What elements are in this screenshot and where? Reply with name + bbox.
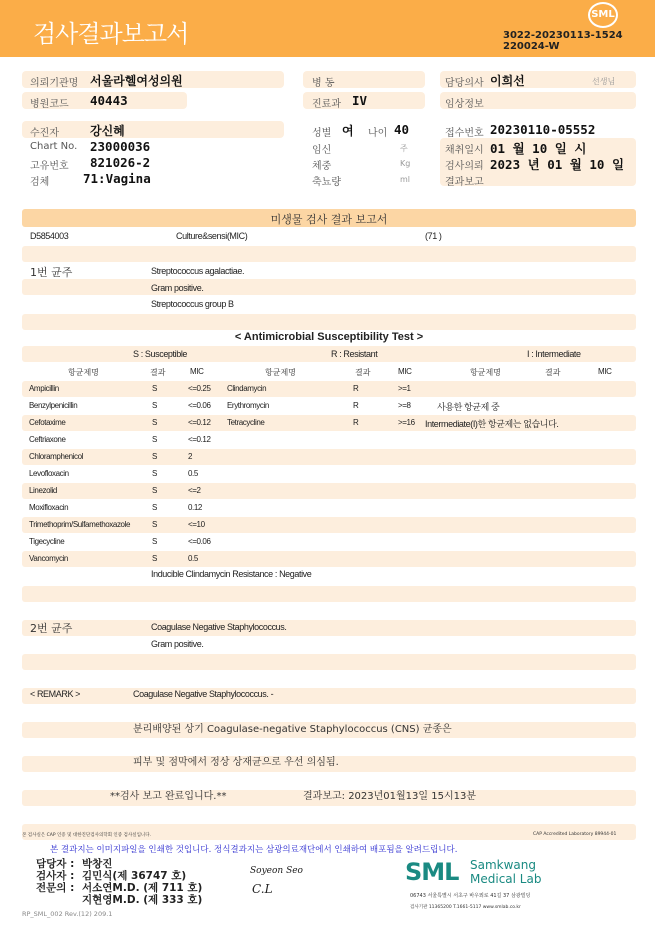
receipt-label: 접수번호 (445, 128, 484, 139)
mic: 2 (188, 452, 193, 461)
result: R (353, 418, 359, 427)
patient-label: 수진자 (30, 128, 59, 139)
stripe (22, 246, 636, 262)
report-title: 미생물 검사 결과 보고서 (270, 213, 388, 226)
stripe (22, 279, 636, 295)
mic: <=2 (188, 486, 201, 495)
mic: >=16 (398, 418, 415, 427)
strain2-line: Coagulase Negative Staphylococcus. (151, 622, 287, 632)
lab-name-1: Samkwang (470, 858, 536, 872)
doctor-value: 이희선 (490, 74, 525, 88)
staff-row (36, 858, 202, 870)
request-value: 2023 년 01 월 10 일 (490, 157, 625, 172)
stripe (22, 314, 636, 330)
stripe (22, 654, 636, 670)
receipt-value: 20230110-05552 (490, 122, 596, 137)
column-header: MIC (398, 367, 412, 376)
strain1-label: 1번 균주 (30, 266, 73, 279)
staff-list (36, 858, 202, 906)
staff-row (36, 870, 202, 882)
strain1-line: Gram positive. (151, 283, 204, 293)
strain1-line: Streptococcus agalactiae. (151, 266, 245, 276)
test-number: (71 ) (425, 231, 442, 241)
stripe (22, 449, 636, 465)
antibiotic-name: Tigecycline (29, 537, 65, 546)
antibiotic-name: Chloramphenicol (29, 452, 84, 461)
result: S (152, 452, 157, 461)
staff-role: 전문의 : (36, 882, 75, 894)
remark-line: Coagulase Negative Staphylococcus. - (133, 689, 274, 699)
legend-susceptible: S : Susceptible (133, 349, 188, 359)
staff-name: 서소연M.D. (제 711 호) (82, 882, 203, 894)
form-code: RP_SML_002 Rev.(12) 209.1 (22, 910, 113, 918)
result: S (152, 486, 157, 495)
institution-value: 서울라헬여성의원 (90, 74, 183, 88)
lab-address: 06743 서울특별시 서초구 바우뫼로 41길 37 삼광빌딩 (410, 893, 531, 899)
antibiotic-name: Clindamycin (227, 384, 267, 393)
mic: 0.12 (188, 503, 202, 512)
mic: >=1 (398, 384, 411, 393)
column-header: 결과 (150, 368, 166, 377)
antibiotic-name: Linezolid (29, 486, 57, 495)
info-pill (22, 121, 284, 138)
column-header: 결과 (545, 368, 561, 377)
doctor-label: 담당의사 (445, 78, 484, 89)
column-header: 항균제명 (265, 368, 296, 377)
test-name: Culture&sensi(MIC) (176, 231, 248, 241)
mic: <=0.12 (188, 418, 211, 427)
staff-row (36, 882, 202, 894)
result: S (152, 384, 157, 393)
ast-title: < Antimicrobial Susceptibility Test > (234, 331, 424, 343)
remark-line: 분리배양된 상기 Coagulase-negative Staphylococcus (CNS) 균종은 (133, 724, 452, 735)
stripe (22, 620, 636, 636)
report-time: 결과보고: 2023년01월13일 15시13분 (303, 791, 477, 802)
age-label: 나이 (368, 128, 388, 139)
report-code (503, 30, 623, 52)
result: S (152, 401, 157, 410)
sex-value: 여 (342, 124, 354, 138)
staff-role: 검사자 : (36, 870, 75, 882)
lab-contact: 검사기관 11365200 T.1661-5117 www.smlab.co.kr (410, 905, 521, 910)
dept-value: IV (352, 93, 368, 108)
cert-note: 본 검사실은 CAP 인증 및 대한진단검사의학회 인증 검사실입니다. (22, 833, 152, 838)
remark-line: 피부 및 점막에서 정상 상재균으로 우선 의심됨. (133, 757, 339, 768)
code-line1: 3022-20230113-1524 (503, 30, 623, 41)
code-line2: 220024-W (503, 41, 560, 52)
legend-intermediate: I : Intermediate (527, 349, 581, 359)
result: S (152, 520, 157, 529)
strain1-line: Streptococcus group B (151, 299, 234, 309)
stripe (22, 688, 636, 704)
strain2-line: Gram positive. (151, 639, 204, 649)
result: S (152, 554, 157, 563)
chart-label: Chart No. (30, 141, 78, 152)
antibiotic-name: Moxifloxacin (29, 503, 69, 512)
antibiotic-name: Cefotaxime (29, 418, 66, 427)
stripe (22, 586, 636, 602)
urine-unit: ml (400, 175, 411, 184)
doctor-suffix: 선생님 (592, 77, 616, 86)
clinical-label: 임상정보 (445, 99, 484, 110)
antibiotic-name: Ceftriaxone (29, 435, 66, 444)
id-value: 821026-2 (90, 155, 151, 170)
mic: <=0.12 (188, 435, 211, 444)
mic: <=0.25 (188, 384, 211, 393)
report-label: 결과보고 (445, 177, 484, 188)
test-code: D5854003 (30, 231, 69, 241)
result: R (353, 384, 359, 393)
pregnancy-unit: 주 (400, 144, 408, 153)
weight-unit: Kg (400, 159, 411, 168)
ward-label: 병 동 (312, 78, 335, 89)
column-header: MIC (598, 367, 612, 376)
stripe (22, 483, 636, 499)
institution-label: 의뢰기관명 (30, 78, 79, 89)
result: S (152, 418, 157, 427)
antibiotic-name: Levofloxacin (29, 469, 69, 478)
request-label: 검사의뢰 (445, 161, 484, 172)
id-label: 고유번호 (30, 161, 69, 172)
chart-value: 23000036 (90, 139, 151, 154)
column-header: 결과 (355, 368, 371, 377)
stripe (22, 551, 636, 567)
note-line2: Intermediate(I)한 항균제는 없습니다. (425, 419, 559, 429)
sml-logo-icon: SML (588, 2, 618, 28)
mic: 0.5 (188, 554, 198, 563)
stripe (22, 381, 636, 397)
lab-name (470, 858, 541, 886)
result: R (353, 401, 359, 410)
result: S (152, 503, 157, 512)
mic: 0.5 (188, 469, 198, 478)
antibiotic-name: Vancomycin (29, 554, 68, 563)
antibiotic-name: Ampicillin (29, 384, 59, 393)
result: S (152, 435, 157, 444)
mic: >=8 (398, 401, 411, 410)
column-header: MIC (190, 367, 204, 376)
mic: <=0.06 (188, 401, 211, 410)
urine-label: 축뇨량 (312, 177, 341, 188)
legend-resistant: R : Resistant (331, 349, 378, 359)
staff-name: 지현영M.D. (제 333 호) (82, 894, 203, 906)
sex-label: 성별 (312, 128, 332, 139)
column-header: 항균제명 (68, 368, 99, 377)
column-header: 항균제명 (470, 368, 501, 377)
staff-name: 김민식(제 36747 호) (82, 870, 187, 882)
specimen-value: 71:Vagina (83, 171, 151, 186)
note-line1: 사용한 항균제 중 (437, 402, 500, 412)
pregnancy-label: 임신 (312, 145, 332, 156)
signature-2: C.L (252, 882, 273, 896)
dept-label: 진료과 (312, 99, 341, 110)
weight-label: 체중 (312, 161, 332, 172)
staff-name: 박창진 (82, 858, 113, 870)
result: S (152, 469, 157, 478)
cap-note: CAP Accredited Laboratory 89944-01 (533, 832, 617, 837)
remark-label: < REMARK > (30, 689, 81, 699)
antibiotic-name: Erythromycin (227, 401, 269, 410)
staff-row (36, 894, 202, 906)
antibiotic-name: Benzylpenicillin (29, 401, 78, 410)
hospital-code-label: 병원코드 (30, 99, 69, 110)
age-value: 40 (394, 122, 410, 137)
page-title: 검사결과보고서 (33, 20, 189, 48)
strain2-label: 2번 균주 (30, 622, 73, 635)
signature-1: Soyeon Seo (250, 866, 303, 876)
staff-role: 담당자 : (36, 858, 75, 870)
lab-name-2: Medical Lab (470, 872, 542, 886)
collect-label: 채취일시 (445, 145, 484, 156)
sml-lab-logo-icon: SML (405, 858, 459, 886)
collect-value: 01 월 10 일 시 (490, 141, 587, 156)
inducible-clindamycin: Inducible Clindamycin Resistance : Negative (151, 569, 312, 579)
antibiotic-name: Tetracycline (227, 418, 265, 427)
result: S (152, 537, 157, 546)
mic: <=10 (188, 520, 205, 529)
hospital-code-value: 40443 (90, 93, 128, 108)
notice: 본 결과지는 이미지파일을 인쇄한 것입니다. 정식결과지는 삼광의료재단에서 인쇄하여 배포됨을 알려드립니다. (50, 845, 458, 855)
specimen-label: 검체 (30, 177, 50, 188)
patient-value: 강신혜 (90, 124, 125, 138)
antibiotic-name: Trimethoprim/Sulfamethoxazole (29, 520, 131, 529)
complete-message: **검사 보고 완료입니다.** (110, 791, 227, 802)
mic: <=0.06 (188, 537, 211, 546)
